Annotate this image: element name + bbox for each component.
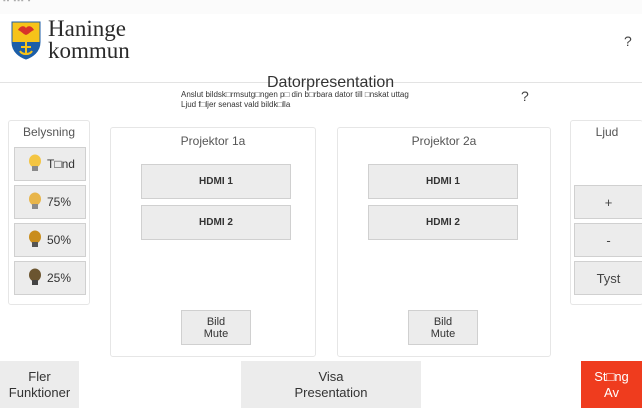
projector-2a-hdmi2-button[interactable]: HDMI 2: [368, 205, 518, 240]
bulb-bright-icon: [27, 154, 43, 174]
top-strip-text: -- --- -: [3, 0, 32, 5]
bulb-25-icon: [27, 268, 43, 288]
light-75-button[interactable]: [14, 185, 86, 219]
brand-line-2: kommun: [48, 38, 130, 63]
show-presentation-line-1: Visa: [318, 368, 344, 384]
page-title: Datorpresentation: [267, 74, 395, 91]
sound-mute-button[interactable]: Tyst: [574, 261, 642, 295]
instructions-line-2: Ljud f□ljer senast vald bildk□lla: [181, 100, 291, 109]
volume-up-button[interactable]: +: [574, 185, 642, 219]
projector-1a-mute-line-1: Bild: [206, 315, 226, 328]
projector-1a-hdmi1-button[interactable]: HDMI 1: [141, 164, 291, 199]
projector-2a-title: Projektor 2a: [411, 134, 477, 148]
more-functions-area: [0, 361, 79, 408]
projector-2a-mute-line-2: Mute: [430, 327, 456, 340]
power-off-button[interactable]: [581, 361, 642, 408]
lighting-title: Belysning: [22, 125, 76, 139]
projector-1a-picture-mute-button[interactable]: [181, 310, 251, 345]
volume-down-button[interactable]: -: [574, 223, 642, 257]
light-on-button[interactable]: [14, 147, 86, 181]
light-on-label: T□nd: [47, 157, 75, 171]
projector-2a-picture-mute-button[interactable]: [408, 310, 478, 345]
more-functions-line-1: Fler: [28, 368, 51, 384]
sound-title: Ljud: [595, 125, 619, 139]
more-functions-line-2: Funktioner: [8, 384, 71, 400]
power-off-line-2: Av: [604, 384, 619, 400]
projector-2a-mute-line-1: Bild: [433, 315, 453, 328]
show-presentation-button[interactable]: [241, 361, 421, 408]
light-50-button[interactable]: [14, 223, 86, 257]
brand-line-1: Haninge: [48, 16, 126, 41]
power-off-area: [581, 361, 642, 408]
light-50-label: 50%: [47, 233, 72, 247]
help-button-presentation[interactable]: ?: [521, 88, 529, 104]
bulb-75-icon: [27, 192, 43, 212]
light-25-label: 25%: [47, 271, 72, 285]
projector-2a-hdmi1-button[interactable]: HDMI 1: [368, 164, 518, 199]
bulb-50-icon: [27, 230, 43, 250]
instructions-line-1: Anslut bildsk□rmsutg□ngen p□ din b□rbara dator till □nskat uttag: [181, 90, 409, 99]
projector-1a-mute-line-2: Mute: [203, 327, 229, 340]
haninge-coat-of-arms-icon: [10, 20, 42, 60]
projector-1a-hdmi2-button[interactable]: HDMI 2: [141, 205, 291, 240]
light-75-label: 75%: [47, 195, 72, 209]
light-25-button[interactable]: [14, 261, 86, 295]
show-presentation-area: [241, 361, 421, 408]
show-presentation-line-2: Presentation: [294, 384, 368, 400]
brand-name: [48, 18, 130, 62]
instructions-text: [181, 90, 501, 110]
power-off-line-1: St□ng: [594, 368, 629, 384]
more-functions-button[interactable]: [0, 361, 79, 408]
help-button-top[interactable]: ?: [624, 33, 632, 49]
projector-1a-title: Projektor 1a: [180, 134, 246, 148]
top-strip: [0, 0, 642, 14]
